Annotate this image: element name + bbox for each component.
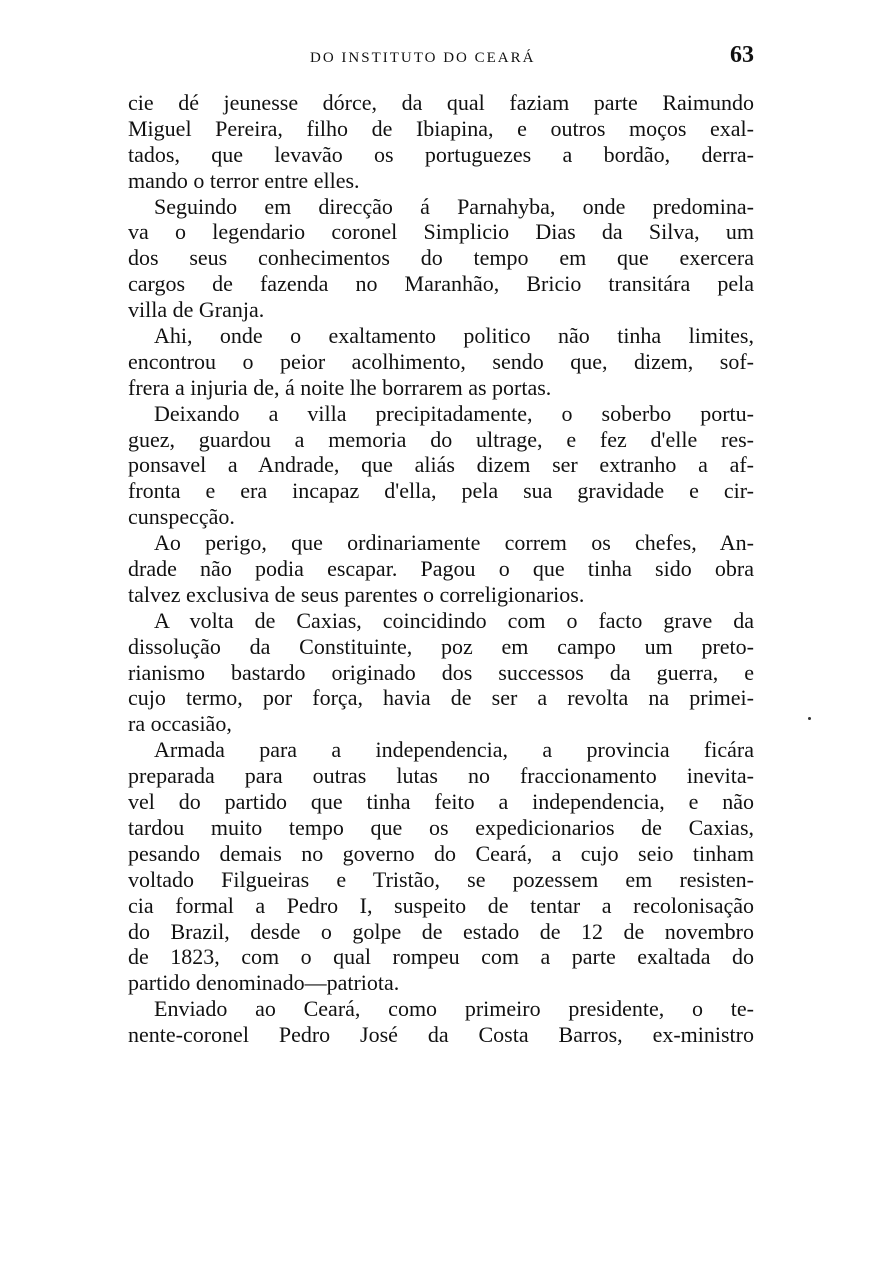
text-line: cujo termo, por força, havia de ser a revolta na primei-: [128, 685, 754, 711]
text-line: guez, guardou a memoria do ultrage, e fez d'elle res-: [128, 426, 754, 452]
text-line: rianismo bastardo originado dos successos da guerra, e: [128, 659, 754, 685]
text-line: cargos de fazenda no Maranhão, Bricio transitára pela: [128, 271, 754, 297]
text-line: de 1823, com o qual rompeu com a parte exaltada do: [128, 944, 754, 970]
text-line: cie dé jeunesse dórce, da qual faziam parte Raimundo: [128, 90, 754, 115]
text-line: cunspecção.: [128, 504, 235, 530]
text-line: preparada para outras lutas no fraccionamento inevita-: [128, 763, 754, 789]
text-line: ra occasião,: [128, 711, 232, 737]
text-line: voltado Filgueiras e Tristão, se pozessem em resisten-: [128, 866, 754, 892]
text-line: do Brazil, desde o golpe de estado de 12 de novembro: [128, 918, 754, 944]
text-line: villa de Granja.: [128, 297, 265, 323]
text-line: Ao perigo, que ordinariamente correm os chefes, An-: [154, 530, 754, 556]
text-line: pesando demais no governo do Ceará, a cujo seio tinham: [128, 840, 754, 866]
text-line: Miguel Pereira, filho de Ibiapina, e outros moços exal-: [128, 115, 754, 141]
text-line: Deixando a villa precipitadamente, o soberbo portu-: [154, 400, 754, 426]
text-line: cia formal a Pedro I, suspeito de tentar a recolonisação: [128, 892, 754, 918]
page-number: 63: [730, 42, 754, 68]
text-line: Ahi, onde o exaltamento politico não tinha limites,: [154, 323, 754, 349]
text-line: dissolução da Constituinte, poz em campo um preto-: [128, 633, 754, 659]
text-line: va o legendario coronel Simplicio Dias da Silva, um: [128, 219, 754, 245]
text-line: talvez exclusiva de seus parentes o correligionarios.: [128, 581, 585, 607]
running-head: DO INSTITUTO DO CEARÁ: [310, 50, 536, 66]
text-line: vel do partido que tinha feito a independencia, e não: [128, 789, 754, 815]
text-line: tados, que levavão os portuguezes a bordão, derra-: [128, 141, 754, 167]
text-line: nente-coronel Pedro José da Costa Barros, ex-ministro: [128, 1022, 754, 1048]
text-line: Enviado ao Ceará, como primeiro presidente, o te-: [154, 996, 754, 1022]
body-text: [128, 90, 754, 1048]
text-line: frera a injuria de, á noite lhe borrarem as portas.: [128, 374, 552, 400]
print-speck: [808, 717, 811, 720]
text-line: drade não podia escapar. Pagou o que tinha sido obra: [128, 556, 754, 582]
text-line: ponsavel a Andrade, que aliás dizem ser extranho a af-: [128, 452, 754, 478]
text-line: dos seus conhecimentos do tempo em que exercera: [128, 245, 754, 271]
text-line: encontrou o peior acolhimento, sendo que, dizem, sof-: [128, 348, 754, 374]
text-line: partido denominado—patriota.: [128, 970, 400, 996]
text-line: A volta de Caxias, coincidindo com o facto grave da: [154, 607, 754, 633]
text-line: Armada para a independencia, a provincia ficára: [154, 737, 754, 763]
text-line: mando o terror entre elles.: [128, 167, 360, 193]
page-header: [128, 44, 754, 76]
text-line: Seguindo em direcção á Parnahyba, onde predomina-: [154, 193, 754, 219]
text-line: tardou muito tempo que os expedicionarios de Caxias,: [128, 814, 754, 840]
text-line: fronta e era incapaz d'ella, pela sua gravidade e cir-: [128, 478, 754, 504]
